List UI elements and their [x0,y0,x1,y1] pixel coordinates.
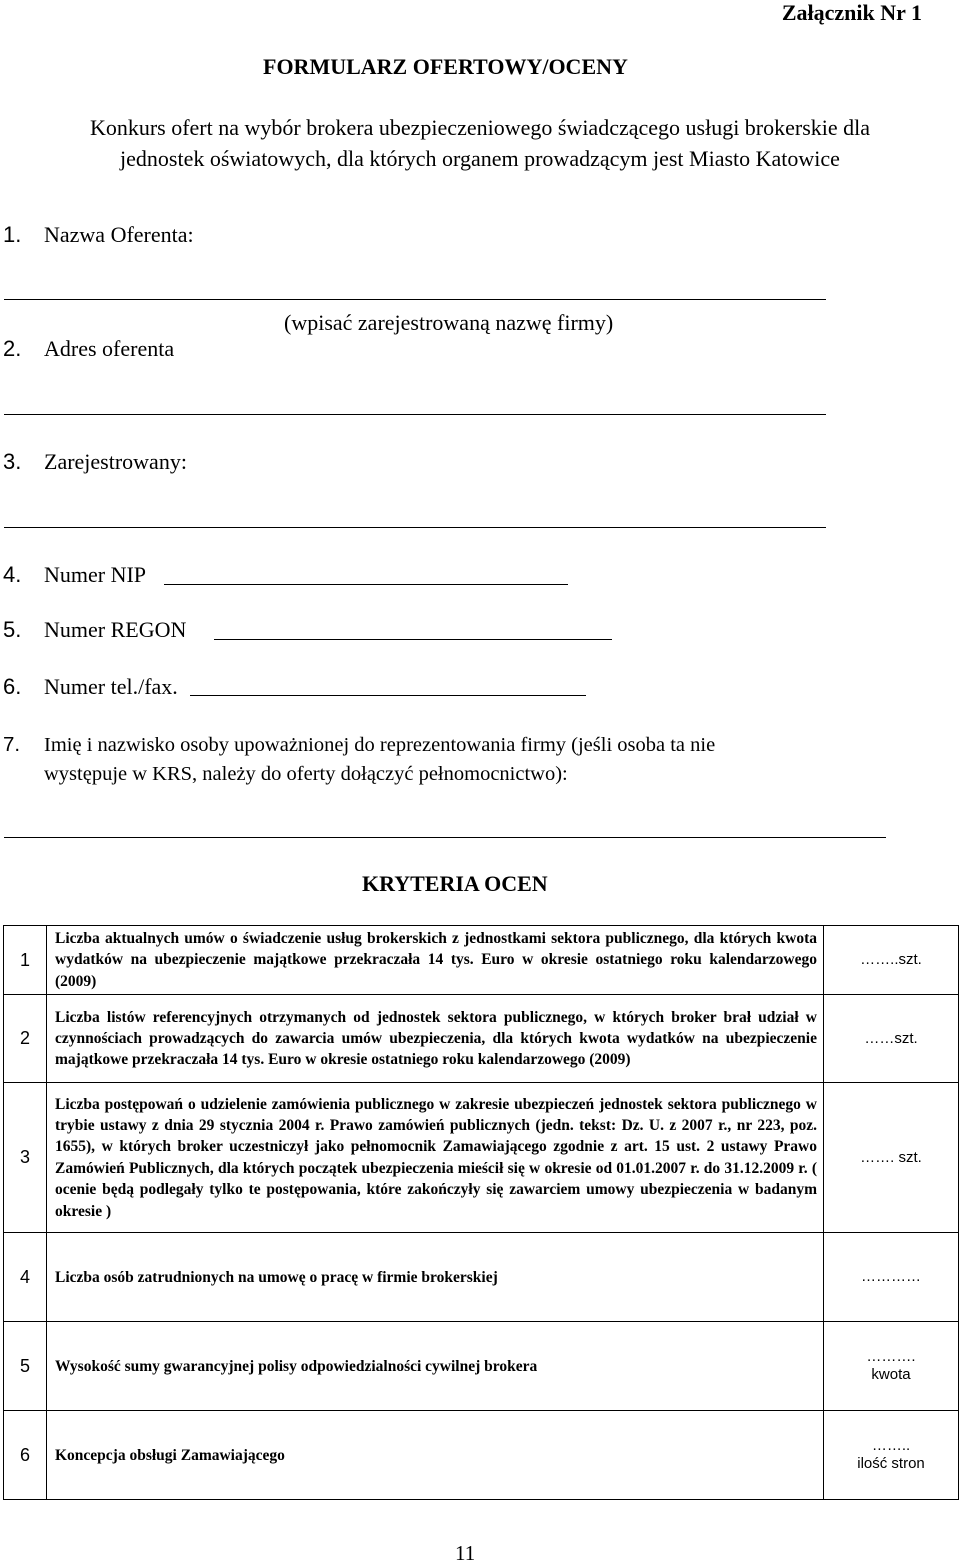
criteria-value: ………… [861,1268,921,1286]
criteria-number: 1 [4,926,47,995]
field-label: Zarejestrowany: [44,449,187,474]
criteria-description: Wysokość sumy gwarancyjnej polisy odpowiedzialności cywilnej brokera [47,1322,824,1411]
criteria-value-field[interactable] [824,926,959,995]
offeror-address-input-line[interactable] [4,414,826,415]
criteria-value-field[interactable] [824,1083,959,1233]
criteria-value-field[interactable] [824,1411,959,1500]
regon-input-line[interactable] [214,639,612,640]
field-regon [0,617,186,643]
annex-label: Załącznik Nr 1 [781,0,922,25]
field-label: Nazwa Oferenta: [44,222,194,247]
criteria-row [4,1322,959,1411]
criteria-row [4,926,959,995]
criteria-value-unit: ilość stron [857,1455,925,1473]
criteria-description: Liczba postępowań o udzielenie zamówienia publicznego w zakresie ubezpieczeń jednostek sektora publicznego w trybie ustawy z dnia 29 stycznia 2004 r. Prawo zamówień publicznych (jedn. tekst: Dz. U. z 2007 r., nr 223, poz. 1655), w których broker uczestniczył jako pełnomocnik Zamawiającego zgodnie z art. 15 ust. 2 ustawy Prawo Zamówień Publicznych, dla których początek ubezpieczenia mieścił się w okresie od 01.01.2007 r. do 31.12.2009 r. ( ocenie będą podlegały tylko te postępowania, które zakończyły się zawarciem umowy ubezpieczenia w badanym okresie ) [47,1083,824,1233]
field-number: 4. [3,562,22,587]
criteria-description: Liczba listów referencyjnych otrzymanych od jednostek sektora publicznego, w których broker brał udział w czynnościach prowadzących do zawarcia umów ubezpieczenia, dla których kwota wydatków na ubezpieczenie majątkowe przekraczała 14 tys. Euro w okresie ostatniego roku kalendarzowego (2009) [47,995,824,1083]
criteria-value: ………. [866,1348,916,1366]
criteria-value-field[interactable] [824,1322,959,1411]
field-number: 3. [3,449,22,474]
phone-fax-input-line[interactable] [190,695,586,696]
field-offeror-address [0,336,174,362]
offeror-name-hint: (wpisać zarejestrowaną nazwę firmy) [284,310,614,335]
subtitle-line-1: Konkurs ofert na wybór brokera ubezpieczeniowego świadczącego usługi brokerskie dla [89,115,871,140]
criteria-number: 6 [4,1411,47,1500]
registered-input-line[interactable] [4,527,826,528]
subtitle-line-2: jednostek oświatowych, dla których organem prowadzącym jest Miasto Katowice [120,146,840,171]
nip-input-line[interactable] [164,584,568,585]
criteria-number: 3 [4,1083,47,1233]
field-number: 2. [3,336,22,361]
field-nip [0,562,146,588]
field-authorized-person [0,730,903,789]
field-offeror-name [0,222,194,248]
criteria-value-unit: kwota [871,1366,911,1384]
criteria-value-field[interactable] [824,1233,959,1322]
field-phone-fax [0,674,178,700]
criteria-row [4,1233,959,1322]
criteria-number: 2 [4,995,47,1083]
criteria-heading: KRYTERIA OCEN [362,871,548,896]
criteria-value: …….. [871,1437,911,1455]
field-number: 6. [3,674,22,699]
criteria-number: 5 [4,1322,47,1411]
field-number: 7. [3,733,21,756]
criteria-row [4,995,959,1083]
criteria-table [3,925,959,1500]
field-label: Numer tel./fax. [44,674,178,699]
criteria-row [4,1083,959,1233]
field-number: 5. [3,617,22,642]
criteria-row [4,1411,959,1500]
field-number: 1. [3,222,22,247]
field-label: Numer REGON [44,617,187,642]
criteria-value: ……..szt. [860,951,922,969]
authorized-person-label-line-2: występuje w KRS, należy do oferty dołączyć pełnomocnictwo): [44,763,568,785]
field-label: Numer NIP [44,562,147,587]
criteria-value: ……. szt. [860,1148,922,1166]
offeror-name-input-line[interactable] [4,299,826,300]
field-label: Adres oferenta [44,336,175,361]
criteria-description: Liczba osób zatrudnionych na umowę o pracę w firmie brokerskiej [47,1233,824,1322]
criteria-number: 4 [4,1233,47,1322]
criteria-description: Liczba aktualnych umów o świadczenie usług brokerskich z jednostkami sektora publicznego, dla których kwota wydatków na ubezpieczenie majątkowe przekraczała 14 tys. Euro w okresie ostatniego roku kalendarzowego (2009) [47,926,824,995]
criteria-value-field[interactable] [824,995,959,1083]
field-registered [0,449,187,475]
authorized-person-input-line[interactable] [4,837,886,838]
authorized-person-label-line-1: Imię i nazwisko osoby upoważnionej do reprezentowania firmy (jeśli osoba ta nie [44,734,716,756]
form-subtitle [0,112,960,174]
criteria-description: Koncepcja obsługi Zamawiającego [47,1411,824,1500]
page-number: 11 [455,1541,476,1565]
form-title: FORMULARZ OFERTOWY/OCENY [263,54,628,79]
criteria-value: ……szt. [864,1029,918,1047]
